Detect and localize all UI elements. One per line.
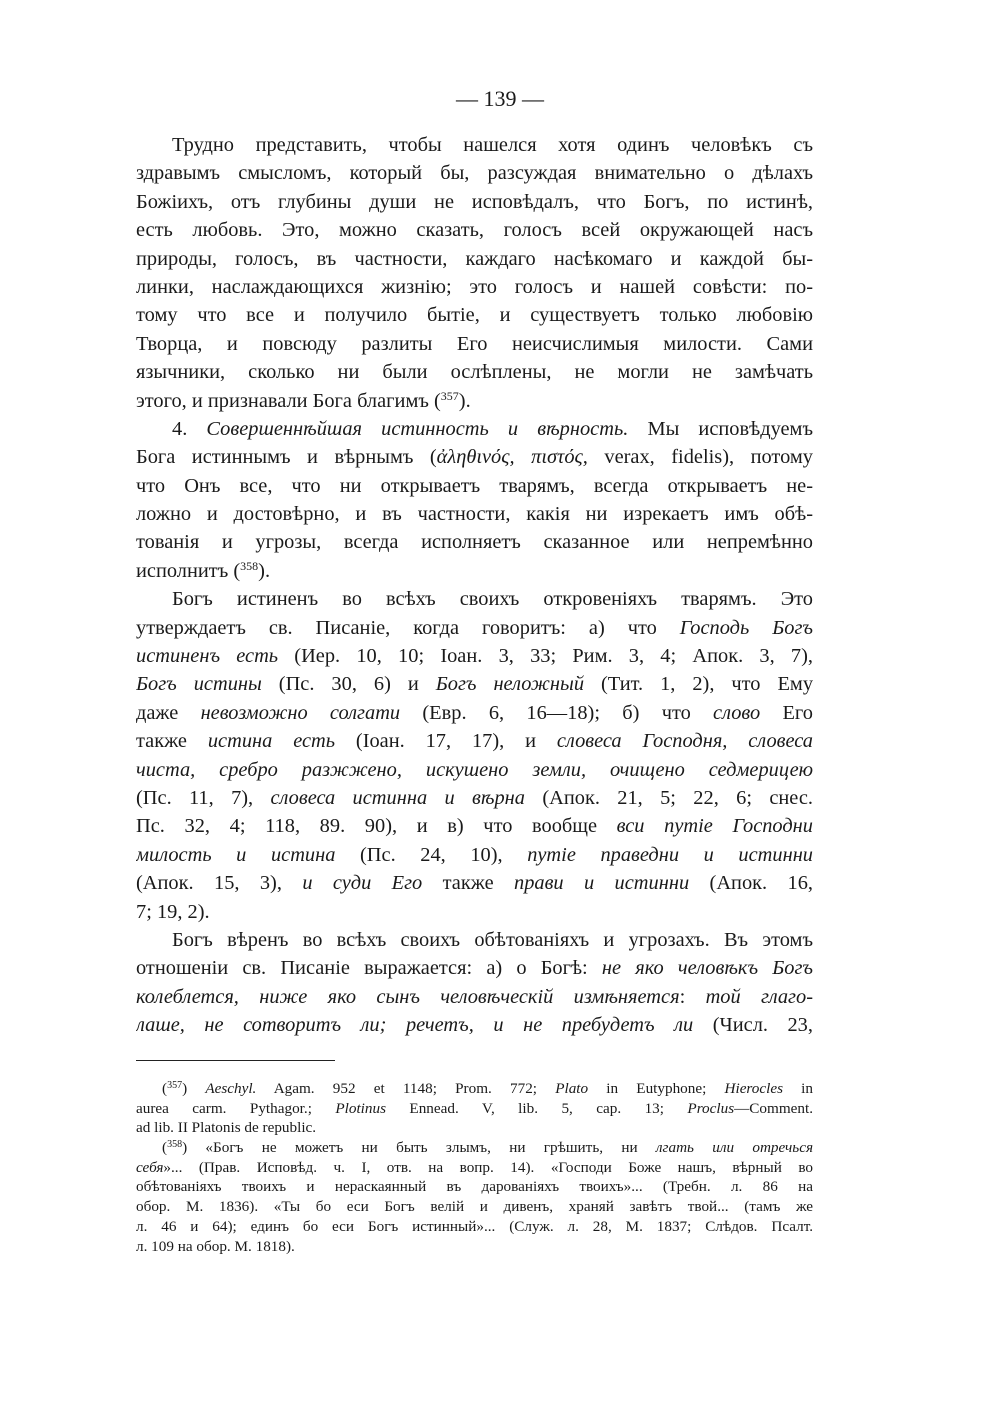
text-run: здравымъ смысломъ, который бы, разсуждая внимательно о дѣлахъ	[136, 162, 813, 185]
text-line	[136, 841, 813, 869]
text-line	[136, 642, 813, 670]
italic-text: чиста, сребро разжжено, искушено земли, очищено седмерицею	[136, 758, 813, 781]
body-text	[136, 131, 813, 1040]
text-line	[136, 926, 813, 954]
text-run: также	[422, 872, 514, 895]
italic-text: Богъ неложный	[435, 673, 585, 696]
text-line	[136, 472, 813, 500]
italic-text: невозможно солгати	[200, 701, 401, 724]
italic-text: ἀληθινός, πιστός,	[436, 446, 588, 469]
text-line	[136, 614, 813, 642]
text-run: отношеніи св. Писаніе выражается: а) о Богѣ:	[136, 957, 602, 980]
italic-text: колеблется, ниже яко сынъ человѣческій измѣняется	[136, 985, 680, 1008]
text-line	[136, 358, 813, 386]
text-run: также	[136, 730, 208, 753]
text-run: обѣтованіяхъ твоихъ и нераскаянный въ дарованіяхъ твоихъ»... (Требн. л. 86 на	[136, 1178, 813, 1196]
text-run: (Евр. 6, 16—18); б) что	[400, 701, 714, 724]
text-run: ad lib. II Platonis de republic.	[136, 1119, 317, 1137]
text-line	[136, 443, 813, 471]
text-line	[136, 670, 813, 698]
text-line	[136, 869, 813, 897]
text-line	[136, 699, 813, 727]
text-line	[136, 812, 813, 840]
text-line	[136, 131, 813, 159]
italic-text: не яко человѣкъ Богъ	[601, 957, 813, 980]
text-run: »... (Прав. Исповѣд. ч. I, отв. на вопр. 14). «Господи Боже нашъ, вѣрный во	[163, 1158, 813, 1176]
text-run: (	[162, 1080, 168, 1097]
text-run: Божіихъ, отъ глубины души не исповѣдалъ, что Богъ, по истинѣ,	[136, 190, 813, 213]
text-line	[136, 784, 813, 812]
text-run: (Пс. 30, 6) и	[261, 673, 436, 696]
italic-text: слово	[713, 701, 761, 724]
footnote-line	[136, 1079, 813, 1099]
italic-text: Богъ истины	[136, 673, 262, 696]
italic-text: милость и истина	[136, 843, 336, 866]
italic-text: истина есть	[207, 730, 336, 753]
italic-text: Совершеннѣйшая истинность и вѣрность.	[206, 417, 629, 440]
text-run: л. 109 на обор. М. 1818).	[136, 1237, 295, 1255]
text-run: 7; 19, 2).	[136, 900, 210, 923]
italic-text: себя	[136, 1158, 164, 1176]
text-line	[136, 528, 813, 556]
text-run: язычники, сколько ни были ослѣплены, не могли не замѣчать	[136, 361, 813, 384]
text-run: (	[162, 1139, 168, 1157]
italic-text: словеса Господня, словеса	[556, 730, 813, 753]
footnote-line	[136, 1138, 813, 1158]
text-run: Богъ вѣренъ во всѣхъ своихъ обѣтованіяхъ и угрозахъ. Въ этомъ	[172, 928, 813, 951]
text-run: природы, голосъ, въ частности, каждаго насѣкомаго и каждой бы-	[136, 247, 813, 270]
text-line	[136, 301, 813, 329]
text-run: даже	[136, 701, 201, 724]
text-run: Agam. 952 et 1148; Prom. 772;	[256, 1080, 556, 1097]
text-run: Творца, и повсюду разлиты Его неисчислимыя милости. Сами	[136, 332, 813, 355]
text-run: обор. М. 1836). «Ты бо еси Богъ велій и дивенъ, храняй завѣтъ твой... (тамъ же	[136, 1198, 813, 1216]
text-run: ).	[258, 559, 271, 582]
text-line	[136, 500, 813, 528]
text-run: verax, fidelis), потому	[587, 446, 813, 469]
text-line	[136, 898, 813, 926]
text-line	[136, 983, 813, 1011]
text-line	[136, 557, 813, 585]
text-run: утверждаетъ св. Писаніе, когда говоритъ: а) что	[136, 616, 680, 639]
text-run: Пс. 32, 4; 118, 89. 90), и в) что вообще	[136, 815, 617, 838]
text-run: (Числ. 23,	[693, 1014, 813, 1037]
italic-text: Proclus	[687, 1099, 735, 1117]
text-run: Ennead. V, lib. 5, cap. 13;	[386, 1099, 688, 1117]
footnote-line	[136, 1177, 813, 1197]
footnote-line	[136, 1197, 813, 1217]
text-run: (Иер. 10, 10; Іоан. 3, 33; Рим. 3, 4; Апок. 3, 7),	[278, 645, 813, 668]
text-run: in Eutyphone;	[588, 1080, 725, 1097]
text-line	[136, 415, 813, 443]
text-line	[136, 954, 813, 982]
text-run: (Іоан. 17, 17), и	[335, 730, 557, 753]
text-run: ) «Богъ не можетъ ни быть злымъ, ни грѣшить, ни	[182, 1139, 656, 1157]
footnote-line	[136, 1237, 813, 1257]
text-line	[136, 756, 813, 784]
italic-text: вси путіе Господни	[616, 815, 813, 838]
text-line	[136, 727, 813, 755]
footnote-line	[136, 1158, 813, 1178]
text-line	[136, 216, 813, 244]
text-run: этого, и признавали Бога благимъ (	[136, 389, 441, 412]
text-line	[136, 245, 813, 273]
text-run: )	[182, 1080, 206, 1097]
italic-text: путіе праведни и истинни	[527, 843, 813, 866]
text-run: есть любовь. Это, можно сказать, голосъ всей окружающей насъ	[136, 219, 813, 242]
text-run: тому что все и получило бытіе, и существуетъ только любовію	[136, 304, 813, 327]
footnote-ref: 357	[440, 388, 459, 403]
italic-text: Plotinus	[335, 1099, 386, 1117]
italic-text: лгать или отречься	[655, 1139, 813, 1157]
italic-text: и суди Его	[302, 872, 423, 895]
text-line	[136, 188, 813, 216]
text-line	[136, 273, 813, 301]
footnote-line	[136, 1099, 813, 1119]
text-line	[136, 387, 813, 415]
text-run: Трудно представить, чтобы нашелся хотя одинъ человѣкъ съ	[172, 134, 813, 156]
text-run: 4.	[172, 417, 207, 440]
text-line	[136, 585, 813, 613]
text-run: aurea carm. Pythagor.;	[136, 1099, 336, 1117]
text-run: линки, наслаждающихся жизнію; это голосъ и нашей совѣсти: по-	[136, 275, 813, 298]
italic-text: Господь Богъ	[679, 616, 813, 639]
text-run: Мы исповѣдуемъ	[628, 417, 813, 440]
text-run: Богъ истиненъ во всѣхъ своихъ откровеніяхъ тварямъ. Это	[172, 588, 813, 611]
text-run: (Апок. 21, 5; 22, 6; снес.	[524, 786, 813, 809]
italic-text: Plato	[555, 1080, 589, 1097]
italic-text: истиненъ есть	[136, 645, 279, 668]
text-run: ).	[458, 389, 471, 412]
text-run: (Апок. 16,	[689, 872, 813, 895]
text-run: Бога истиннымъ и вѣрнымъ (	[136, 446, 437, 469]
text-run: л. 46 и 64); единъ бо еси Богъ истинный»... (Служ. л. 28, М. 1837; Слѣдов. Псалт.	[136, 1217, 813, 1235]
text-line	[136, 159, 813, 187]
text-run: что Онъ все, что ни открываетъ тварямъ, всегда открываетъ не-	[136, 474, 813, 497]
text-run: Его	[760, 701, 813, 724]
footnote-ref: 358	[240, 558, 259, 573]
footnotes	[136, 1079, 813, 1256]
text-run: (Пс. 11, 7),	[136, 786, 271, 809]
text-run: (Пс. 24, 10),	[335, 843, 528, 866]
footnote-line	[136, 1217, 813, 1237]
text-run: ложно и достовѣрно, и въ частности, какія ни изрекаетъ имъ обѣ-	[136, 503, 813, 526]
italic-text: словеса истинна и вѣрна	[270, 786, 525, 809]
italic-text: прави и истинни	[514, 872, 690, 895]
text-run: (Апок. 15, 3),	[136, 872, 303, 895]
text-run: тованія и угрозы, всегда исполняетъ сказанное или непремѣнно	[136, 531, 813, 554]
footnote-divider	[136, 1060, 335, 1061]
text-line	[136, 1011, 813, 1039]
italic-text: той глаго-	[705, 985, 813, 1008]
italic-text: лаше, не сотворитъ ли; речетъ, и не пребудетъ ли	[136, 1014, 694, 1037]
footnote-ref: 358	[167, 1139, 183, 1151]
footnote-ref: 357	[167, 1080, 183, 1091]
footnote-line	[136, 1118, 813, 1138]
text-run: —Comment.	[734, 1099, 813, 1117]
text-line	[136, 330, 813, 358]
text-run: in	[782, 1080, 813, 1097]
text-run: :	[679, 985, 706, 1008]
italic-text: Aeschyl.	[205, 1080, 257, 1097]
italic-text: Hierocles	[724, 1080, 783, 1097]
text-run: исполнитъ (	[136, 559, 241, 582]
text-run: (Тит. 1, 2), что Ему	[584, 673, 813, 696]
page-number: — 139 —	[456, 86, 544, 111]
